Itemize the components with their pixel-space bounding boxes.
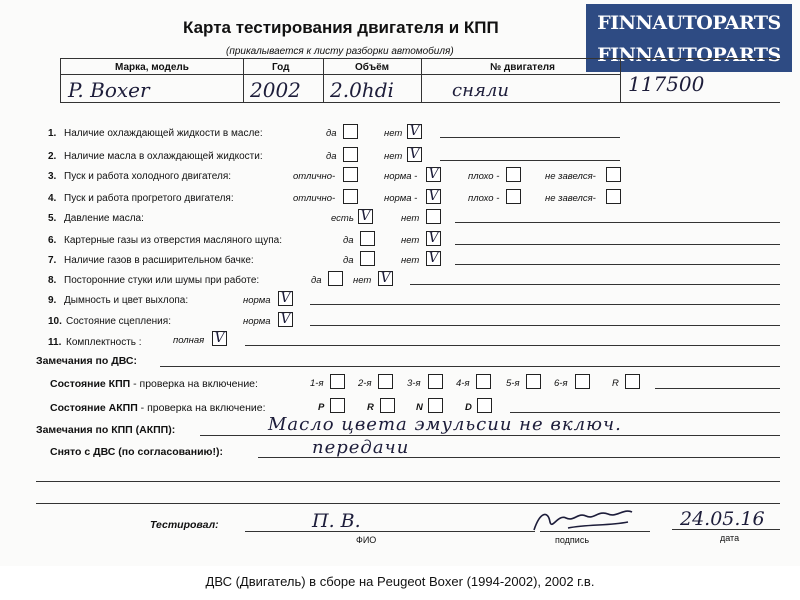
akpp-answer-line bbox=[510, 412, 780, 413]
answer-line bbox=[410, 284, 780, 285]
value-extra-number: 117500 bbox=[628, 72, 705, 96]
option-label: нет bbox=[384, 151, 403, 162]
kpp-remarks-line bbox=[200, 435, 780, 436]
gear-checkbox[interactable] bbox=[330, 374, 345, 389]
checkbox[interactable] bbox=[343, 124, 358, 139]
option-label: норма bbox=[243, 316, 271, 327]
checkbox[interactable] bbox=[606, 189, 621, 204]
gear-label: 1-я bbox=[310, 378, 324, 389]
dvs-remarks-line bbox=[160, 366, 780, 367]
blank-line bbox=[36, 503, 780, 504]
answer-line bbox=[310, 304, 780, 305]
gear-label: D bbox=[465, 402, 472, 413]
fio-label: ФИО bbox=[356, 535, 377, 545]
gear-label: 3-я bbox=[407, 378, 421, 389]
gear-label: 5-я bbox=[506, 378, 520, 389]
option-label: нет bbox=[384, 128, 403, 139]
answer-line bbox=[310, 325, 780, 326]
checkbox[interactable] bbox=[606, 167, 621, 182]
blank-line bbox=[36, 481, 780, 482]
option-label: нет bbox=[401, 255, 420, 266]
checkbox[interactable] bbox=[506, 167, 521, 182]
option-label: отлично- bbox=[293, 171, 336, 182]
checkbox-checked[interactable]: V bbox=[426, 251, 441, 266]
gear-label: R bbox=[367, 402, 374, 413]
question-text: Наличие охлаждающей жидкости в масле: bbox=[64, 128, 263, 139]
question-number: 11. bbox=[48, 337, 62, 348]
form-title: Карта тестирования двигателя и КПП bbox=[183, 18, 499, 37]
option-label: норма bbox=[243, 295, 271, 306]
value-engine-no: сняли bbox=[452, 80, 509, 101]
removed-label: Снято с ДВС (по согласованию!): bbox=[50, 446, 224, 458]
header-engine-no: № двигателя bbox=[490, 62, 555, 73]
option-label: нет bbox=[401, 235, 420, 246]
header-top-line bbox=[60, 58, 780, 59]
checkbox-checked[interactable]: V bbox=[426, 231, 441, 246]
kpp-label-b: - проверка на включение: bbox=[130, 378, 258, 390]
option-label: нет bbox=[353, 275, 372, 286]
question-text: Пуск и работа холодного двигателя: bbox=[64, 171, 232, 182]
question-text: Состояние сцепления: bbox=[66, 316, 171, 327]
checkbox-checked[interactable]: V bbox=[426, 167, 441, 182]
checkbox-checked[interactable]: V bbox=[212, 331, 227, 346]
gear-checkbox[interactable] bbox=[380, 398, 395, 413]
akpp-label bbox=[50, 402, 266, 414]
option-label: отлично- bbox=[293, 193, 336, 204]
option-label: норма - bbox=[384, 171, 418, 182]
gear-label: 4-я bbox=[456, 378, 470, 389]
gear-checkbox[interactable] bbox=[625, 374, 640, 389]
question-text: Давление масла: bbox=[64, 213, 144, 224]
header-bottom-line bbox=[60, 102, 780, 103]
gear-checkbox[interactable] bbox=[378, 374, 393, 389]
checkbox[interactable] bbox=[343, 147, 358, 162]
date-line bbox=[672, 529, 780, 530]
gear-label: 6-я bbox=[554, 378, 568, 389]
question-text: Наличие масла в охлаждающей жидкости: bbox=[64, 151, 263, 162]
checkbox[interactable] bbox=[343, 167, 358, 182]
checkbox-checked[interactable]: V bbox=[278, 291, 293, 306]
checkbox-checked[interactable]: V bbox=[407, 147, 422, 162]
header-vline bbox=[60, 58, 61, 102]
checkbox[interactable] bbox=[506, 189, 521, 204]
gear-checkbox[interactable] bbox=[428, 374, 443, 389]
answer-line bbox=[455, 244, 780, 245]
option-label: не завелся- bbox=[545, 171, 596, 182]
checkbox-checked[interactable]: V bbox=[278, 312, 293, 327]
checkbox-checked[interactable]: V bbox=[426, 189, 441, 204]
header-vline bbox=[323, 58, 324, 102]
value-model: P. Boxer bbox=[68, 78, 150, 102]
gear-label: R bbox=[612, 378, 619, 389]
option-label: да bbox=[326, 151, 337, 162]
akpp-label-a: Состояние АКПП bbox=[50, 402, 138, 414]
value-volume: 2.0hdi bbox=[330, 78, 394, 102]
answer-line bbox=[440, 160, 620, 161]
header-model: Марка, модель bbox=[115, 62, 189, 73]
kpp-remarks-label: Замечания по КПП (АКПП): bbox=[36, 424, 176, 436]
header-vline bbox=[421, 58, 422, 102]
question-number: 8. bbox=[48, 275, 57, 286]
question-text: Картерные газы из отверстия масляного щупа: bbox=[64, 235, 282, 246]
image-caption: ДВС (Двигатель) в сборе на Peugeot Boxer (1994-2002), 2002 г.в. bbox=[205, 574, 595, 589]
gear-checkbox[interactable] bbox=[526, 374, 541, 389]
checkbox[interactable] bbox=[343, 189, 358, 204]
question-number: 5. bbox=[48, 213, 57, 224]
question-text: Посторонние стуки или шумы при работе: bbox=[64, 275, 260, 286]
tester-name: П. В. bbox=[312, 510, 361, 532]
kpp-answer-line bbox=[655, 388, 780, 389]
answer-line bbox=[440, 137, 620, 138]
gear-checkbox[interactable] bbox=[477, 398, 492, 413]
header-mid-line bbox=[60, 74, 620, 75]
question-text: Пуск и работа прогретого двигателя: bbox=[64, 193, 234, 204]
value-year: 2002 bbox=[250, 78, 301, 102]
header-vline bbox=[243, 58, 244, 102]
option-label: есть bbox=[331, 213, 354, 224]
question-text: Комплектность : bbox=[66, 337, 142, 348]
question-text: Дымность и цвет выхлопа: bbox=[64, 295, 189, 306]
kpp-label bbox=[50, 378, 258, 390]
dvs-remarks-label: Замечания по ДВС: bbox=[36, 355, 137, 367]
question-number: 2. bbox=[48, 151, 57, 162]
question-text: Наличие газов в расширительном бачке: bbox=[64, 255, 254, 266]
question-number: 3. bbox=[48, 171, 57, 182]
removed-handwriting: передачи bbox=[312, 437, 410, 458]
question-number: 9. bbox=[48, 295, 57, 306]
form-subtitle: (прикалывается к листу разборки автомобиля) bbox=[226, 46, 454, 57]
option-label: не завелся- bbox=[545, 193, 596, 204]
question-number: 6. bbox=[48, 235, 57, 246]
option-label: плохо - bbox=[468, 193, 500, 204]
kpp-label-a: Состояние КПП bbox=[50, 378, 131, 390]
date-label: дата bbox=[720, 533, 740, 543]
akpp-label-b: - проверка на включение: bbox=[137, 402, 266, 414]
answer-line bbox=[455, 222, 780, 223]
logo-text-2: FINNAUTOPARTS bbox=[597, 44, 781, 66]
gear-checkbox[interactable] bbox=[476, 374, 491, 389]
date-value: 24.05.16 bbox=[680, 508, 765, 530]
question-number: 10. bbox=[48, 316, 62, 327]
option-label: полная bbox=[173, 335, 205, 346]
gear-label: 2-я bbox=[358, 378, 372, 389]
gear-label: N bbox=[416, 402, 423, 413]
gear-checkbox[interactable] bbox=[330, 398, 345, 413]
gear-checkbox[interactable] bbox=[428, 398, 443, 413]
signature-line bbox=[540, 531, 650, 532]
option-label: да bbox=[326, 128, 337, 139]
option-label: норма - bbox=[384, 193, 418, 204]
option-label: да bbox=[343, 235, 354, 246]
question-number: 7. bbox=[48, 255, 57, 266]
logo-text-1: FINNAUTOPARTS bbox=[597, 12, 781, 34]
option-label: да bbox=[311, 275, 322, 286]
header-year: Год bbox=[272, 62, 290, 73]
checkbox-checked[interactable]: V bbox=[407, 124, 422, 139]
checkbox[interactable] bbox=[328, 271, 343, 286]
gear-checkbox[interactable] bbox=[575, 374, 590, 389]
brand-logo bbox=[586, 4, 792, 72]
answer-line bbox=[455, 264, 780, 265]
checkbox[interactable] bbox=[360, 251, 375, 266]
option-label: нет bbox=[401, 213, 420, 224]
checkbox-checked[interactable]: V bbox=[358, 209, 373, 224]
header-vline bbox=[620, 58, 621, 102]
gear-label: P bbox=[318, 402, 325, 413]
option-label: плохо - bbox=[468, 171, 500, 182]
kpp-remarks-handwriting: Масло цвета эмульсии не включ. bbox=[268, 414, 622, 435]
header-volume: Объём bbox=[355, 62, 390, 73]
option-label: да bbox=[343, 255, 354, 266]
checkbox[interactable] bbox=[360, 231, 375, 246]
signature-label: подпись bbox=[555, 535, 590, 545]
tested-label: Тестировал: bbox=[150, 519, 219, 531]
question-number: 4. bbox=[48, 193, 57, 204]
checkbox[interactable] bbox=[426, 209, 441, 224]
answer-line bbox=[245, 345, 780, 346]
fio-line bbox=[245, 531, 535, 532]
question-number: 1. bbox=[48, 128, 57, 139]
checkbox-checked[interactable]: V bbox=[378, 271, 393, 286]
